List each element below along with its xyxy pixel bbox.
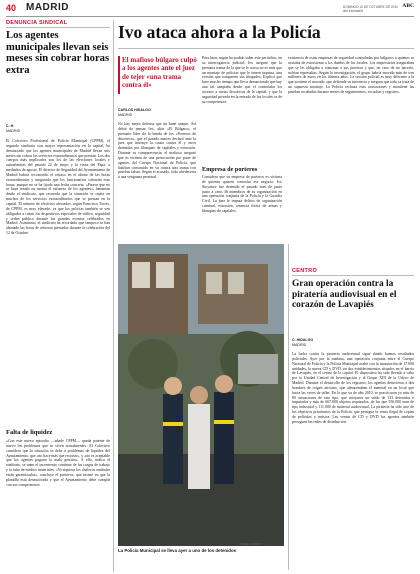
left-article	[6, 20, 110, 570]
police-arrest-illustration	[118, 244, 284, 546]
left-headline: Los agentes municipales llevan seis meses sin cobrar horas extra	[6, 30, 110, 76]
right-byline: C. HIDALGO MADRID	[292, 338, 314, 347]
newspaper-logo: ABC	[402, 3, 414, 9]
main-subtitle: El mafioso búlgaro culpó a los agentes ante el juez de tejer «una trama contra él»	[118, 56, 198, 90]
kicker-rule	[6, 27, 110, 28]
main-byline: CARLOS HIDALGO MADRID	[118, 108, 151, 117]
main-col-3: existencia de estas empresas de seguridad controladas por búlgaros a quienes se acusaba de extorsionar a los dueños de los locales. Los empresarios aseguraban que se les obligaba a contratar a sus porteros y que, en caso de no hacerlo, sufrían represalias. Según la investigación, el grupo habría movido más de tres millones de euros en los últimos años. La versión policial es muy diferente a la que sostiene el acusado, que defiende su inocencia y asegura que todo se trata de un supuesto montaje. La Policía rechaza esas acusaciones y mantiene las pruebas recabadas durante meses de seguimientos, escuchas y registros.	[288, 56, 414, 94]
main-col-2b: Considera que su empresa de porteros es víctima de quienes quieren controlar ese negocio. Ivo Stoyanov fue detenido el pasado mes de junio junto a otros 36 miembros de su organización en una operación conjunta de la Policía y la Guardia Civil. La juez le imputa delitos de organización criminal, extorsión, tenencia ilícita de armas y blanqueo de capitales.	[202, 175, 282, 213]
main-col-2: Pues bien, según ha podido saber este periódico, en su interrogatorio judicial, Ivo aseguró que la presunta trama de la que se le acusa no es más que un montaje de policías que le tienen inquina, una versión que comparten sus abogados. Explicó que hace mucho tiempo que lleva denunciando que hay una tal campaña desde que el controlaba los accesos a varias discotecas de la capital, y que la seguridad privada en la entrada de los locales es de su competencia.	[202, 56, 282, 104]
headline-rule	[118, 48, 414, 49]
page-header	[6, 2, 414, 17]
photo-credit: ISABEL PERMUY	[240, 542, 263, 546]
left-body: El Colectivo Profesional de Policía Municipal (CPPM), el segundo sindicato con mayor representación en la capital, ha denunciado que los agentes municipales de Madrid llevan seis meses sin cobrar los servicios extraordinarios que prestan. Los dos cuerpos más implicados son los de las elecciones locales y autonómicas del pasado 22 de mayo y la visita del Papa, a mediados de agosto. El director de Seguridad del Ayuntamiento de Madrid habría reconocido el retraso en el abono de las horas extraordinarias y asegurado que los funcionarios cobrarán esas horas, aunque no se ha fijado una fecha concreta. «Parece que no se haya tenido en cuenta el esfuerzo de los agentes», lamentan desde el sindicato, que recuerda que la situación se repite en muchos de los servicios extraordinarios que se prestan en la capital. El número de efectivos afectados, según Francisco Torres, de CPPM, es muy elevado, ya que los policías también se ven obligados a cubrir los dispositivos especiales de tráfico, seguridad y orden público durante los grandes eventos celebrados en Madrid. Asimismo, el sindicato ha recordado que tampoco se han abonado las horas de refuerzo prestadas durante la celebración del 12 de Octubre.	[6, 139, 110, 236]
right-article	[292, 268, 414, 570]
page-number: 40	[6, 3, 17, 13]
left-kicker: DENUNCIA SINDICAL	[6, 20, 68, 26]
right-body: La lucha contra la piratería audiovisual sigue dando buenos resultados policiales. Ayer por la mañana, una operación conjunta entre el Cuerpo Nacional de Policía y la Policía Municipal acabó con la incautación de 17.000 unidades, la nueva CD y DVD, en dos establecimientos situados en el barrio de Lavapiés, en el centro de la capital. El dispositivo ha sido llevado a cabo por la Unidad Central de Investigación y el Grupo XIII de la Udyco de Madrid. Durante el desarrollo de los registros, los agentes detuvieron a dos hombres de origen africano, que almacenaban el material en un local que hacía las veces de taller. En lo que va de año 2010, se practicaron ya más de 80 actuaciones de este tipo, que arrojaron un saldo de 133 detenidos e imputados y más de 667.000 objetos requisados, de los que 556.000 eran de tipo industrial y 111.000 de material audiovisual. La piratería ha sido uno de los objetivos prioritarios de la Policía, que persigue la venta ilegal de copias de películas y música. Las ventas de CD y DVD los agentes también persiguen las redes de distribución.	[292, 352, 414, 424]
right-kicker: CENTRO	[292, 268, 318, 274]
subtitle-accent-bar	[118, 56, 120, 94]
main-subhead: Empresa de porteros	[202, 166, 258, 173]
right-kicker-rule	[292, 275, 414, 276]
right-headline: Gran operación contra la piratería audiovisual en el corazón de Lavapiés	[292, 279, 397, 311]
main-headline: Ivo ataca ahora a la Policía	[118, 22, 321, 42]
left-subhead: Falta de liquidez	[6, 429, 53, 436]
section-title: MADRID	[26, 2, 69, 13]
left-byline: C. H. MADRID	[6, 124, 21, 133]
column-divider	[113, 20, 114, 572]
right-divider	[288, 244, 289, 570]
photo-caption: La Policía Municipal se lleva ayer a uno de los detenidos	[118, 548, 237, 553]
news-photo	[118, 244, 284, 546]
issue-date: DOMINGO 10 DE OCTUBRE DE 2010 abc.es/madrid	[342, 5, 398, 13]
main-col-1: No hay mejor defensa que un buen ataque. Así debió de pensar Ivo, alias «El Búlgaro», el presunto líder de la banda de los «Porteros de discoteca», que el pasado martes declaró ante la juez que instruye la causa contra él y otros detenidos por blanqueo de capitales y extorsión. Durante su comparecencia, el mafioso aseguró que es víctima de una persecución por parte de agentes del Cuerpo Nacional de Policía, que habrían construido en su contra una trama con pruebas falsas. Según el acusado, todo obedecería a una venganza personal.	[118, 122, 196, 180]
left-body-2: «Con este nuevo episodio —añade CPPM— queda patente de nuevo los problemas que se viven actualmente». El Colectivo considera que la situación se debe a problemas de liquidez del Ayuntamiento, que «no hace más que recortar», y «no es aceptable que los agentes paguen la mala gestión». A ello, indica el sindicato, se unen el incremento continuo de las cargas de trabajo y la falta de medios materiales. «Ni siquiera los chalecos antibalas están garantizados», concluye el portavoz, que insiste en que la plantilla está desmotivada y que el Ayuntamiento debe cumplir con sus compromisos.	[6, 439, 110, 487]
